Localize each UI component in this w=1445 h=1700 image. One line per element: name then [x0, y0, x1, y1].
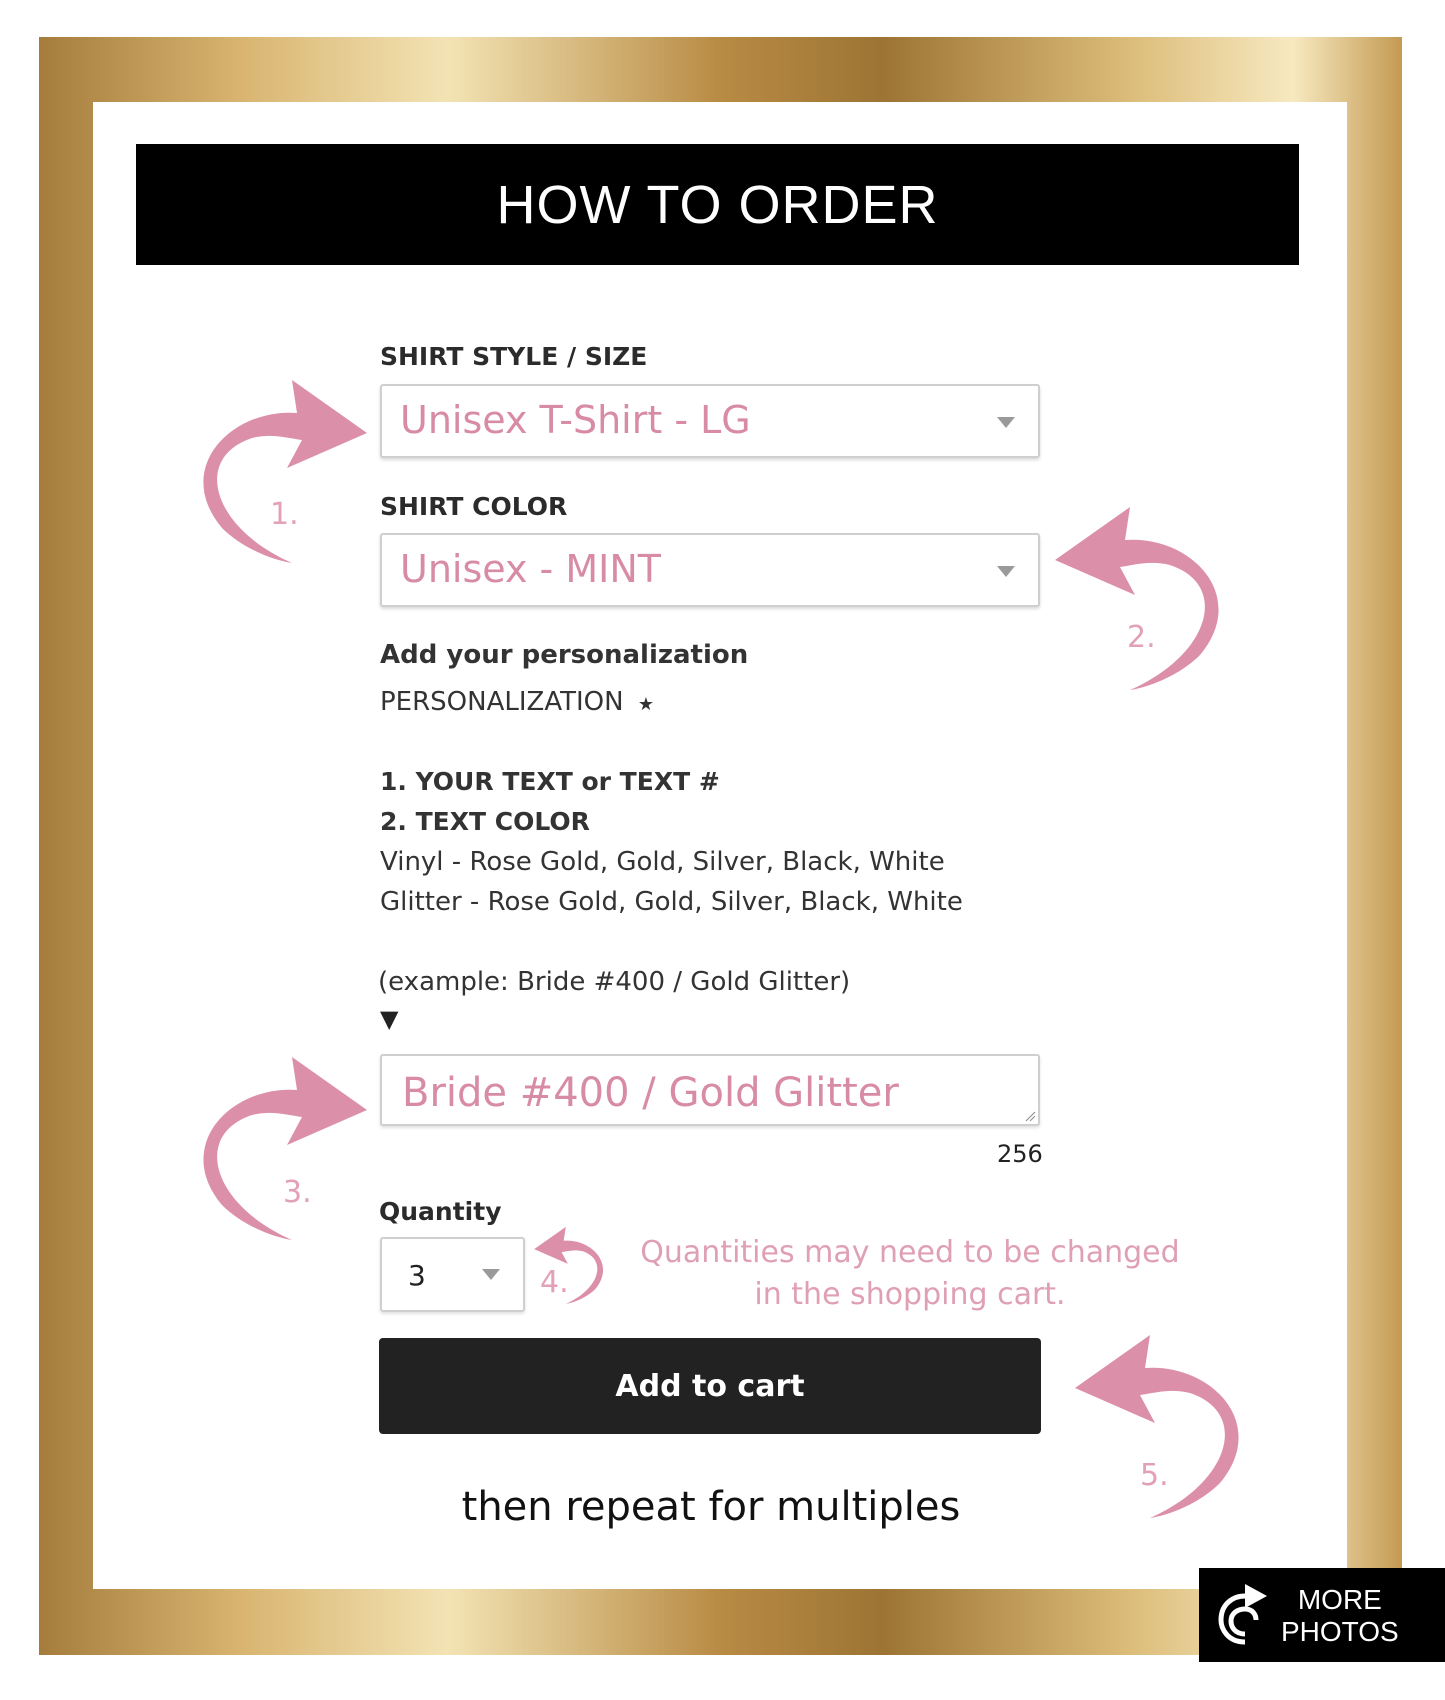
instruction-line-4: Glitter - Rose Gold, Gold, Silver, Black, White — [380, 887, 963, 917]
textarea-value: Bride #400 / Gold Glitter — [402, 1070, 899, 1116]
style-select[interactable] — [380, 384, 1040, 458]
personalization-textarea[interactable] — [380, 1054, 1040, 1126]
personalization-heading: Add your personalization — [380, 640, 749, 670]
swirl-arrow-icon — [1215, 1582, 1277, 1648]
step-4-number: 4. — [540, 1265, 569, 1300]
example-text: (example: Bride #400 / Gold Glitter) — [378, 967, 851, 997]
char-count: 256 — [997, 1140, 1043, 1168]
resize-handle-icon[interactable] — [1024, 1110, 1036, 1122]
instruction-line-3: Vinyl - Rose Gold, Gold, Silver, Black, White — [380, 847, 945, 877]
style-label: SHIRT STYLE / SIZE — [380, 342, 648, 371]
style-value: Unisex T-Shirt - LG — [400, 398, 751, 442]
quantity-label: Quantity — [379, 1197, 502, 1226]
chevron-down-icon — [997, 417, 1015, 428]
color-select[interactable] — [380, 533, 1040, 607]
step-1-number: 1. — [270, 497, 299, 532]
step-5-number: 5. — [1140, 1458, 1169, 1493]
page-title: HOW TO ORDER — [136, 144, 1299, 265]
step-3-number: 3. — [283, 1175, 312, 1210]
add-to-cart-button[interactable]: Add to cart — [379, 1338, 1041, 1434]
down-pointer-icon: ▼ — [380, 1005, 399, 1033]
repeat-instruction: then repeat for multiples — [461, 1484, 961, 1530]
chevron-down-icon — [482, 1269, 500, 1280]
personalization-label: PERSONALIZATION ★ — [380, 687, 654, 717]
step-2-number: 2. — [1127, 620, 1156, 655]
instruction-line-2: 2. TEXT COLOR — [380, 807, 590, 836]
step-2-arrow-icon — [1050, 505, 1230, 695]
step-3-arrow-icon — [192, 1055, 372, 1245]
color-label: SHIRT COLOR — [380, 492, 568, 521]
step-5-arrow-icon — [1070, 1333, 1250, 1523]
color-value: Unisex - MINT — [400, 547, 661, 591]
quantity-note: Quantities may need to be changed in the shopping cart. — [640, 1235, 1180, 1312]
step-1-arrow-icon — [192, 378, 372, 568]
more-photos-button[interactable] — [1199, 1568, 1445, 1662]
chevron-down-icon — [997, 566, 1015, 577]
required-star-icon: ★ — [637, 694, 654, 715]
more-photos-label: MORE PHOTOS — [1281, 1584, 1399, 1647]
quantity-select[interactable] — [380, 1237, 525, 1312]
quantity-value: 3 — [408, 1259, 426, 1292]
instruction-line-1: 1. YOUR TEXT or TEXT # — [380, 767, 720, 796]
